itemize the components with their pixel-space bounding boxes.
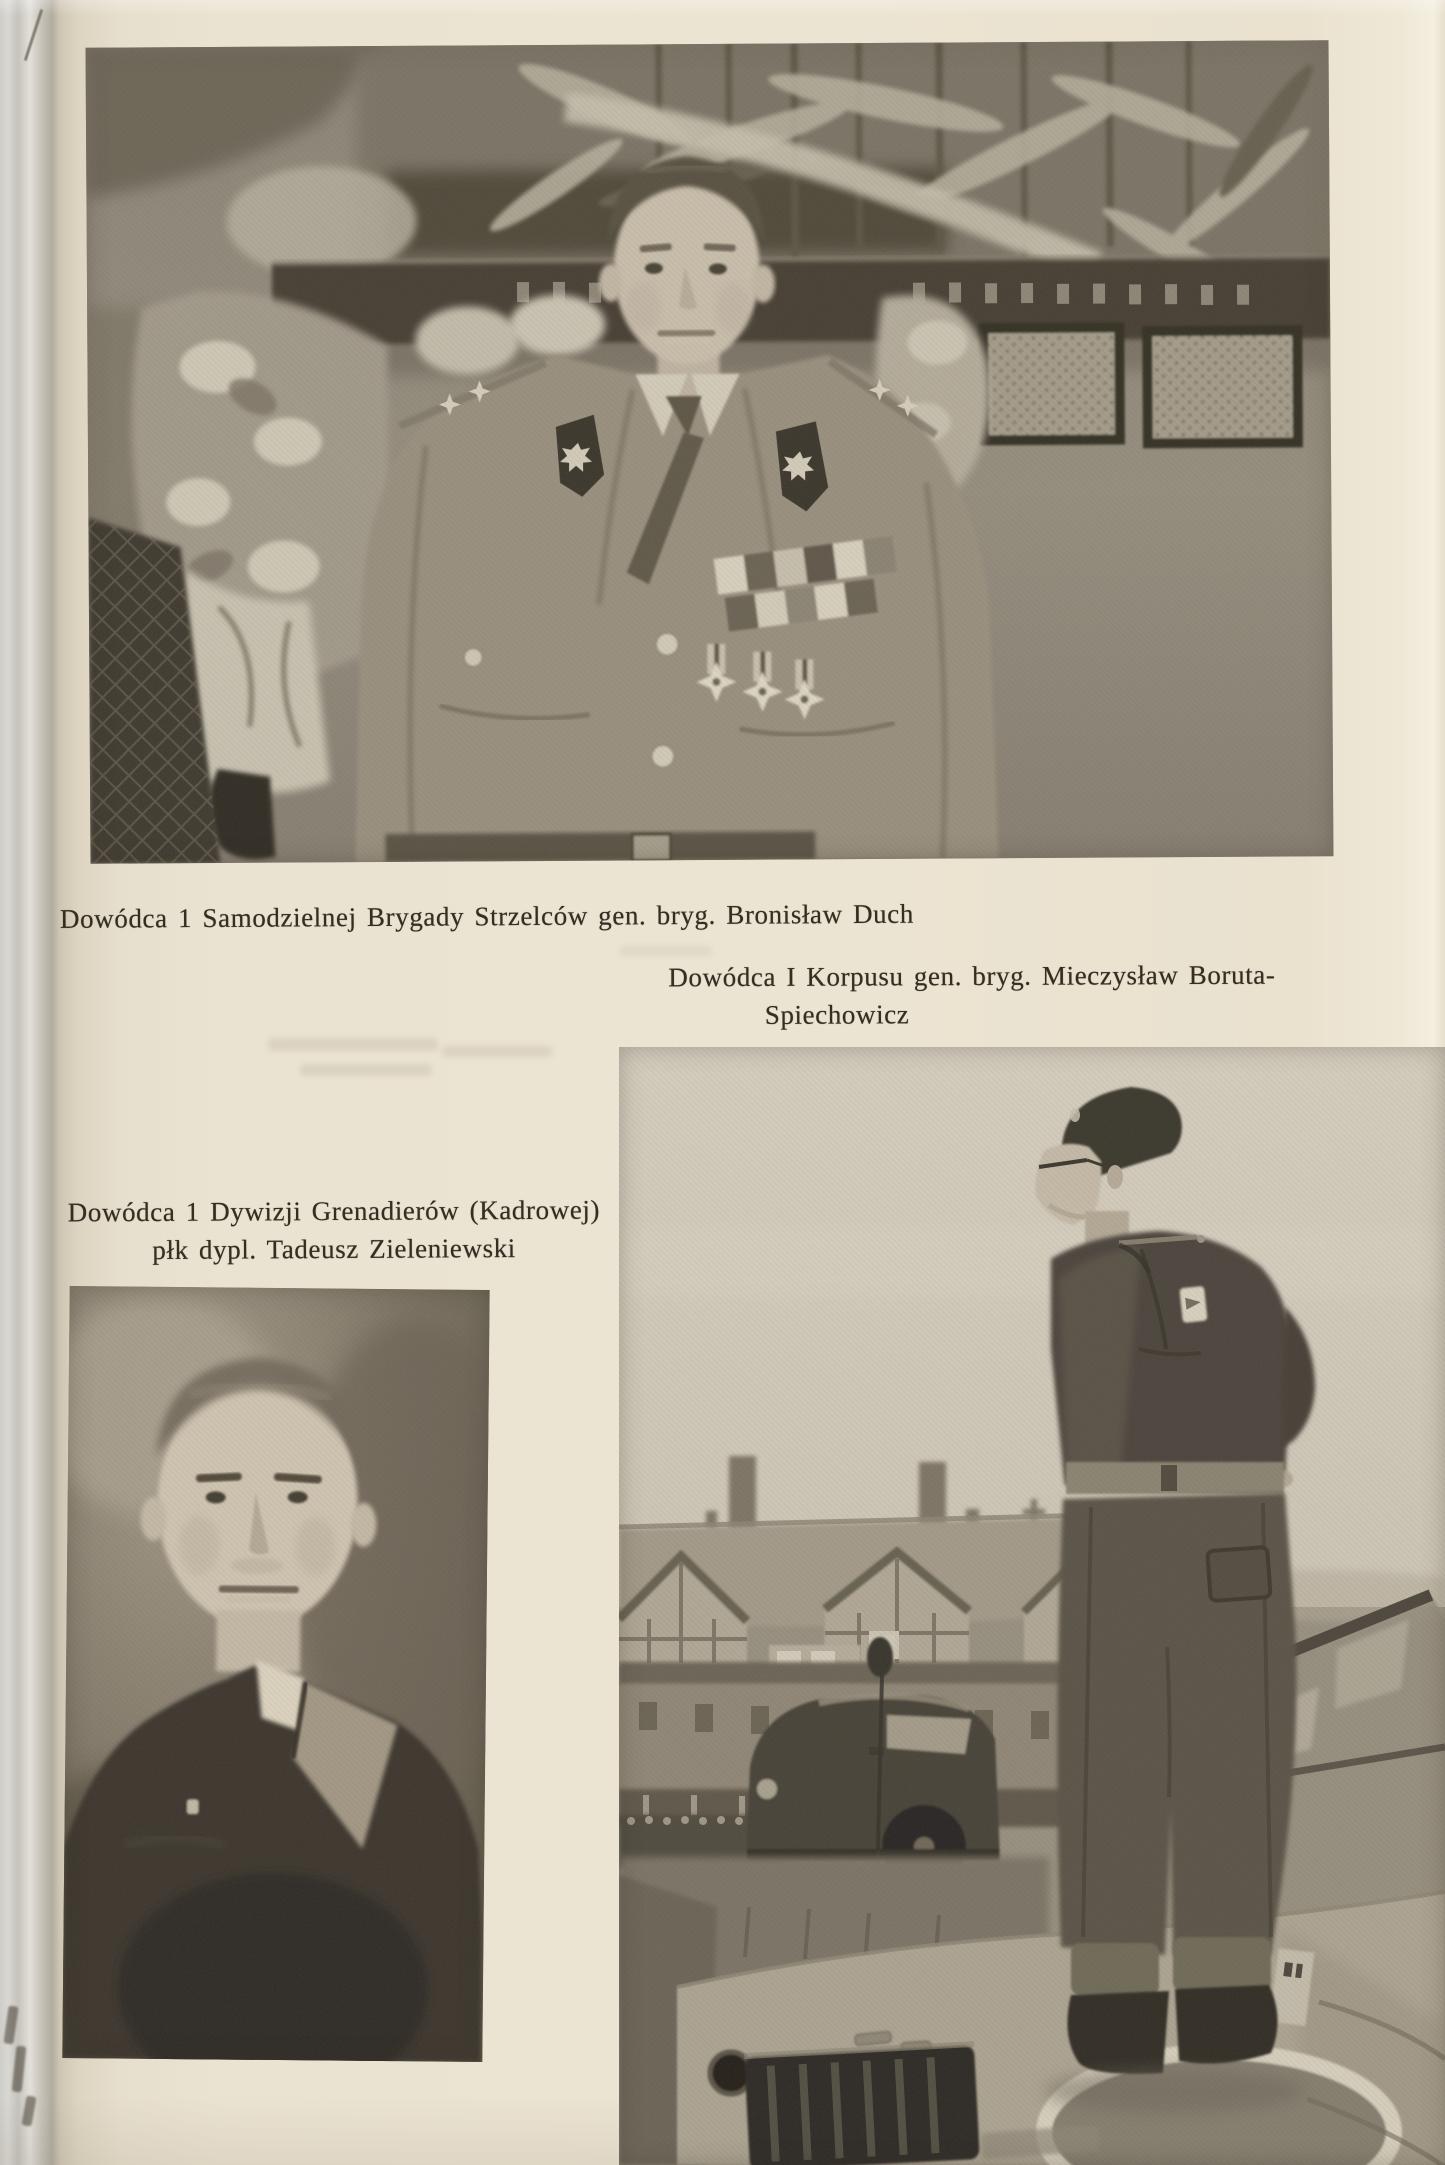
print-bleed-ghost: [268, 1038, 438, 1051]
margin-bleed-text: [12, 2046, 27, 2093]
photo-boruta-illustration: [619, 1047, 1445, 2165]
caption-boruta-spiechowicz: [612, 955, 1332, 1034]
caption-zieleniewski: [58, 1191, 610, 1270]
pen-mark: [24, 9, 44, 61]
caption-zieleniewski-line2: płk dypl. Tadeusz Zieleniewski: [152, 1233, 516, 1265]
caption-duch: [60, 894, 1000, 939]
caption-boruta-line1: Dowódca I Korpusu gen. bryg. Mieczysław Boruta-: [668, 959, 1276, 993]
margin-bleed-text: [21, 2095, 36, 2126]
margin-bleed-text: [3, 2005, 18, 2044]
photo-duch-illustration: [86, 40, 1334, 864]
photo-tadeusz-zieleniewski: [62, 1286, 489, 2062]
caption-zieleniewski-line1: Dowódca 1 Dywizji Grenadierów (Kadrowej): [67, 1194, 601, 1228]
print-bleed-ghost: [620, 946, 712, 956]
print-bleed-ghost: [300, 1064, 432, 1076]
photo-zieleniewski-illustration: [62, 1286, 489, 2062]
print-bleed-ghost: [442, 1046, 552, 1057]
photo-boruta-spiechowicz: [619, 1047, 1445, 2165]
caption-duch-text: Dowódca 1 Samodzielnej Brygady Strzelców gen. bryg. Bronisław Duch: [59, 898, 915, 934]
photo-bronislaw-duch: [86, 40, 1334, 864]
caption-boruta-line2: Spiechowicz: [764, 999, 910, 1030]
